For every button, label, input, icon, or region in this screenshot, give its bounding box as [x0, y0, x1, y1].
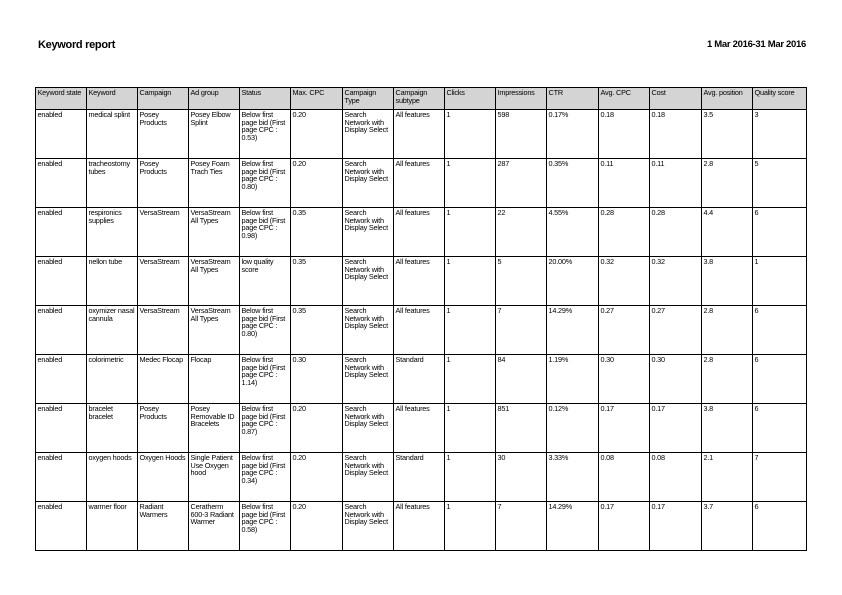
cell-keyword: oxygen hoods — [87, 453, 138, 502]
cell-ad-group: VersaStream All Types — [189, 257, 240, 306]
column-header: Cost — [650, 88, 702, 110]
cell-keyword: nellon tube — [87, 257, 138, 306]
cell-clicks: 1 — [445, 502, 496, 551]
column-header: Keyword state — [36, 88, 87, 110]
cell-cost: 0.32 — [650, 257, 702, 306]
column-header: Campaign — [138, 88, 189, 110]
cell-campaign-subtype: All features — [394, 257, 445, 306]
cell-ad-group: Ceratherm 600-3 Radiant Warmer — [189, 502, 240, 551]
cell-ctr: 0.35% — [547, 159, 599, 208]
cell-ctr: 14.29% — [547, 502, 599, 551]
cell-avg-position: 2.8 — [702, 355, 753, 404]
table-row — [36, 208, 807, 257]
column-header: Campaign Type — [343, 88, 394, 110]
cell-clicks: 1 — [445, 355, 496, 404]
cell-clicks: 1 — [445, 257, 496, 306]
cell-campaign-type: Search Network with Display Select — [343, 502, 394, 551]
cell-campaign-subtype: All features — [394, 208, 445, 257]
cell-campaign-type: Search Network with Display Select — [343, 159, 394, 208]
cell-max-cpc: 0.30 — [291, 355, 343, 404]
cell-status: Below first page bid (First page CPC : 1.14) — [240, 355, 291, 404]
cell-keyword-state: enabled — [36, 355, 87, 404]
cell-avg-cpc: 0.08 — [599, 453, 650, 502]
table-row — [36, 110, 807, 159]
cell-keyword: tracheostomy tubes — [87, 159, 138, 208]
cell-clicks: 1 — [445, 306, 496, 355]
cell-max-cpc: 0.20 — [291, 159, 343, 208]
cell-keyword-state: enabled — [36, 404, 87, 453]
keyword-table — [35, 87, 807, 551]
cell-ctr: 3.33% — [547, 453, 599, 502]
cell-cost: 0.11 — [650, 159, 702, 208]
cell-impressions: 5 — [496, 257, 547, 306]
cell-clicks: 1 — [445, 208, 496, 257]
cell-quality-score: 6 — [753, 502, 807, 551]
cell-cost: 0.18 — [650, 110, 702, 159]
cell-max-cpc: 0.35 — [291, 306, 343, 355]
cell-cost: 0.30 — [650, 355, 702, 404]
cell-avg-position: 2.8 — [702, 306, 753, 355]
cell-campaign: Oxygen Hoods — [138, 453, 189, 502]
cell-ad-group: Posey Foam Trach Ties — [189, 159, 240, 208]
cell-keyword-state: enabled — [36, 257, 87, 306]
cell-keyword-state: enabled — [36, 208, 87, 257]
column-header: Quality score — [753, 88, 807, 110]
cell-clicks: 1 — [445, 159, 496, 208]
cell-quality-score: 7 — [753, 453, 807, 502]
cell-quality-score: 6 — [753, 355, 807, 404]
cell-status: Below first page bid (First page CPC : 0.87) — [240, 404, 291, 453]
cell-campaign-subtype: Standard — [394, 355, 445, 404]
cell-ctr: 20.00% — [547, 257, 599, 306]
cell-ctr: 4.55% — [547, 208, 599, 257]
cell-impressions: 22 — [496, 208, 547, 257]
cell-ad-group: Posey Removable ID Bracelets — [189, 404, 240, 453]
table-row — [36, 453, 807, 502]
column-header: Clicks — [445, 88, 496, 110]
cell-quality-score: 1 — [753, 257, 807, 306]
cell-campaign-type: Search Network with Display Select — [343, 404, 394, 453]
cell-campaign-subtype: All features — [394, 404, 445, 453]
cell-campaign: Posey Products — [138, 159, 189, 208]
cell-max-cpc: 0.20 — [291, 453, 343, 502]
cell-campaign: Medec Flocap — [138, 355, 189, 404]
cell-keyword-state: enabled — [36, 306, 87, 355]
column-header: Ad group — [189, 88, 240, 110]
cell-avg-position: 3.5 — [702, 110, 753, 159]
cell-cost: 0.17 — [650, 502, 702, 551]
cell-cost: 0.08 — [650, 453, 702, 502]
table-row — [36, 502, 807, 551]
cell-ctr: 14.29% — [547, 306, 599, 355]
cell-keyword: warmer floor — [87, 502, 138, 551]
cell-ad-group: VersaStream All Types — [189, 306, 240, 355]
cell-quality-score: 5 — [753, 159, 807, 208]
cell-max-cpc: 0.35 — [291, 257, 343, 306]
cell-max-cpc: 0.20 — [291, 110, 343, 159]
cell-ad-group: Posey Elbow Splint — [189, 110, 240, 159]
cell-keyword-state: enabled — [36, 453, 87, 502]
column-header: Campaign subtype — [394, 88, 445, 110]
column-header: Status — [240, 88, 291, 110]
cell-campaign: VersaStream — [138, 306, 189, 355]
cell-campaign-type: Search Network with Display Select — [343, 306, 394, 355]
cell-impressions: 30 — [496, 453, 547, 502]
cell-status: Below first page bid (First page CPC : 0.58) — [240, 502, 291, 551]
cell-avg-cpc: 0.11 — [599, 159, 650, 208]
cell-impressions: 84 — [496, 355, 547, 404]
column-header: Impressions — [496, 88, 547, 110]
cell-max-cpc: 0.20 — [291, 502, 343, 551]
cell-campaign-subtype: All features — [394, 502, 445, 551]
cell-status: Below first page bid (First page CPC : 0.80) — [240, 306, 291, 355]
cell-avg-cpc: 0.30 — [599, 355, 650, 404]
cell-campaign: Posey Products — [138, 110, 189, 159]
cell-clicks: 1 — [445, 404, 496, 453]
cell-status: low quality score — [240, 257, 291, 306]
table-header-row — [36, 88, 807, 110]
cell-campaign: Radiant Warmers — [138, 502, 189, 551]
cell-campaign: VersaStream — [138, 257, 189, 306]
cell-campaign-subtype: All features — [394, 159, 445, 208]
cell-impressions: 851 — [496, 404, 547, 453]
cell-avg-position: 2.8 — [702, 159, 753, 208]
cell-avg-position: 3.8 — [702, 404, 753, 453]
cell-impressions: 7 — [496, 502, 547, 551]
cell-max-cpc: 0.20 — [291, 404, 343, 453]
column-header: CTR — [547, 88, 599, 110]
cell-quality-score: 6 — [753, 208, 807, 257]
cell-clicks: 1 — [445, 110, 496, 159]
column-header: Avg. position — [702, 88, 753, 110]
report-title: Keyword report — [38, 39, 116, 51]
cell-ctr: 0.17% — [547, 110, 599, 159]
cell-avg-cpc: 0.28 — [599, 208, 650, 257]
cell-campaign-type: Search Network with Display Select — [343, 110, 394, 159]
cell-ad-group: Single Patient Use Oxygen hood — [189, 453, 240, 502]
cell-keyword: colorimetric — [87, 355, 138, 404]
report-date-range: 1 Mar 2016-31 Mar 2016 — [706, 39, 806, 50]
cell-ctr: 1.19% — [547, 355, 599, 404]
cell-campaign-subtype: All features — [394, 306, 445, 355]
cell-avg-cpc: 0.17 — [599, 404, 650, 453]
cell-campaign: VersaStream — [138, 208, 189, 257]
cell-avg-cpc: 0.32 — [599, 257, 650, 306]
table-row — [36, 404, 807, 453]
cell-avg-cpc: 0.18 — [599, 110, 650, 159]
cell-ad-group: VersaStream All Types — [189, 208, 240, 257]
cell-ctr: 0.12% — [547, 404, 599, 453]
cell-cost: 0.17 — [650, 404, 702, 453]
cell-avg-position: 3.7 — [702, 502, 753, 551]
cell-status: Below first page bid (First page CPC : 0.80) — [240, 159, 291, 208]
cell-campaign-type: Search Network with Display Select — [343, 355, 394, 404]
table-row — [36, 159, 807, 208]
cell-ad-group: Flocap — [189, 355, 240, 404]
cell-keyword-state: enabled — [36, 502, 87, 551]
cell-impressions: 287 — [496, 159, 547, 208]
column-header: Avg. CPC — [599, 88, 650, 110]
cell-campaign-type: Search Network with Display Select — [343, 453, 394, 502]
cell-campaign-type: Search Network with Display Select — [343, 208, 394, 257]
cell-cost: 0.28 — [650, 208, 702, 257]
cell-avg-cpc: 0.27 — [599, 306, 650, 355]
cell-max-cpc: 0.35 — [291, 208, 343, 257]
cell-impressions: 7 — [496, 306, 547, 355]
cell-keyword-state: enabled — [36, 159, 87, 208]
cell-avg-position: 2.1 — [702, 453, 753, 502]
cell-status: Below first page bid (First page CPC : 0.98) — [240, 208, 291, 257]
cell-avg-position: 4.4 — [702, 208, 753, 257]
cell-status: Below first page bid (First page CPC : 0.53) — [240, 110, 291, 159]
cell-status: Below first page bid (First page CPC : 0.34) — [240, 453, 291, 502]
cell-keyword: medical splint — [87, 110, 138, 159]
cell-campaign: Posey Products — [138, 404, 189, 453]
table-row — [36, 306, 807, 355]
cell-impressions: 598 — [496, 110, 547, 159]
table-row — [36, 355, 807, 404]
cell-campaign-subtype: All features — [394, 110, 445, 159]
cell-keyword-state: enabled — [36, 110, 87, 159]
cell-keyword: oxymizer nasal cannula — [87, 306, 138, 355]
table-row — [36, 257, 807, 306]
cell-clicks: 1 — [445, 453, 496, 502]
column-header: Keyword — [87, 88, 138, 110]
cell-campaign-subtype: Standard — [394, 453, 445, 502]
cell-keyword: respironics supplies — [87, 208, 138, 257]
cell-avg-position: 3.8 — [702, 257, 753, 306]
cell-quality-score: 3 — [753, 110, 807, 159]
cell-keyword: bracelet bracelet — [87, 404, 138, 453]
column-header: Max. CPC — [291, 88, 343, 110]
cell-quality-score: 6 — [753, 306, 807, 355]
cell-quality-score: 6 — [753, 404, 807, 453]
cell-avg-cpc: 0.17 — [599, 502, 650, 551]
cell-cost: 0.27 — [650, 306, 702, 355]
cell-campaign-type: Search Network with Display Select — [343, 257, 394, 306]
